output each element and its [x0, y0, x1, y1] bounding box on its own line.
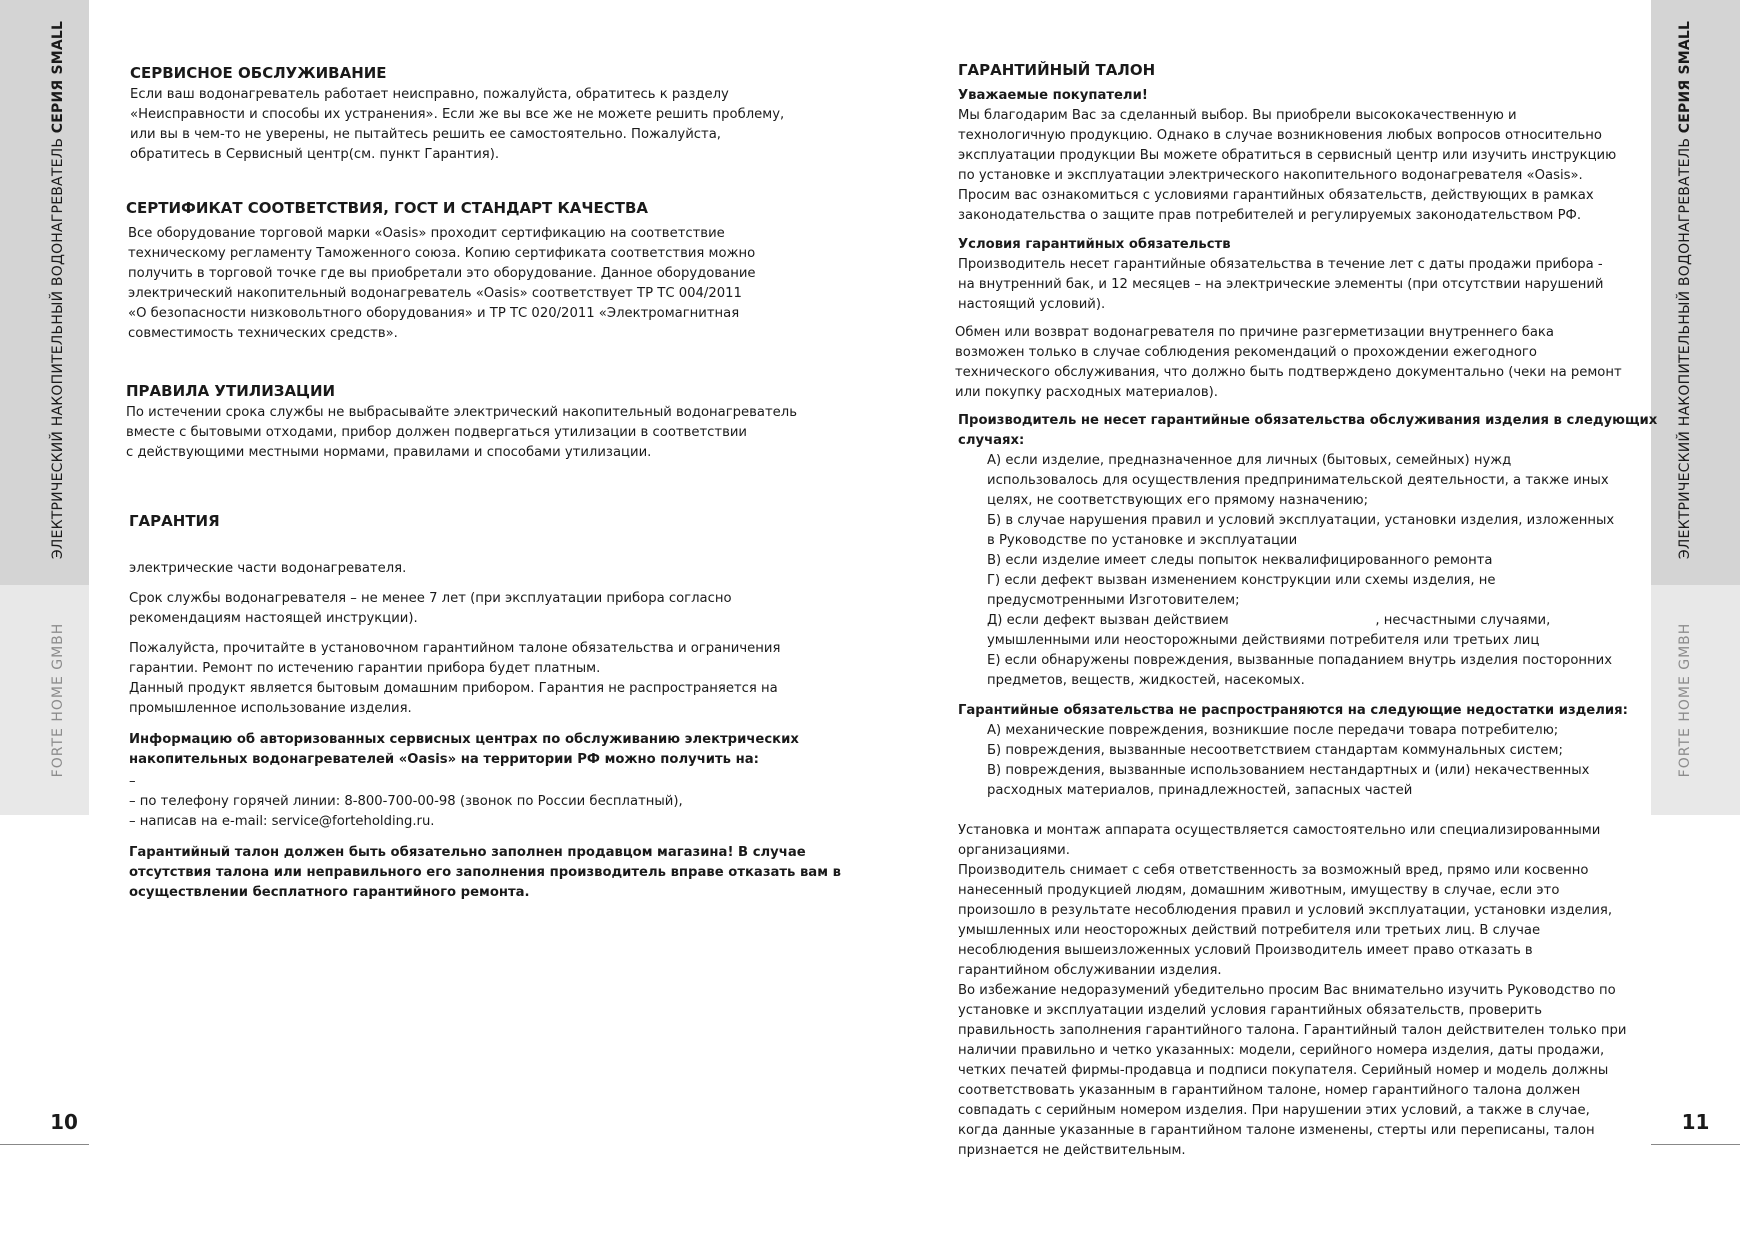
page-number-rule-right: [1651, 1144, 1740, 1145]
text-line: умышленных или неосторожных действий потребителя или третьих лиц. В случае: [958, 923, 1541, 938]
section-heading: СЕРТИФИКАТ СООТВЕТСТВИЯ, ГОСТ И СТАНДАРТ КАЧЕСТВА: [126, 199, 649, 217]
text-line: соответствовать указанным в гарантийном талоне, номер гарантийного талона должен: [958, 1083, 1581, 1098]
list-item: А) механические повреждения, возникшие после передачи товара потребителю;: [987, 723, 1559, 738]
page-number-left: 10: [50, 1110, 78, 1134]
section-warranty-card: [955, 60, 1658, 1161]
text-line: накопительных водонагревателей «Oasis» на территории РФ можно получить на:: [129, 752, 759, 767]
text-line: технологичную продукцию. Однако в случае возникновения любых вопросов относительно: [958, 128, 1602, 143]
text-line: Данный продукт является бытовым домашним прибором. Гарантия не распространяется на: [129, 681, 778, 696]
section-heading: ГАРАНТИЙНЫЙ ТАЛОН: [958, 61, 1156, 79]
text-line: совместимость технических средств».: [128, 326, 398, 341]
list-item: Д) если дефект вызван действием , несчастными случаями,: [987, 613, 1551, 628]
text-line: «О безопасности низковольтного оборудования» и ТР ТС 020/2011 «Электромагнитная: [128, 306, 740, 321]
text-line: Во избежание недоразумений убедительно просим Вас внимательно изучить Руководство по: [958, 983, 1616, 998]
side-brand-right: FORTE HOME GMBH: [1677, 622, 1693, 778]
side-title-right: [1677, 21, 1693, 559]
text-line: на внутренний бак, и 12 месяцев – на электрические элементы (при отсутствии нарушений: [958, 277, 1604, 292]
page-number-right: 11: [1681, 1110, 1710, 1134]
side-band-right-bottom: [1651, 585, 1740, 815]
text-line: Производитель снимает с себя ответственность за возможный вред, прямо или косвенно: [958, 863, 1589, 878]
text-line: совпадать с серийным номером изделия. При нарушении этих условий, а также в случае,: [958, 1103, 1590, 1118]
list-item: Б) повреждения, вызванные несоответствием стандартам коммунальных систем;: [987, 743, 1563, 758]
text-line: по установке и эксплуатации электрического накопительного водонагревателя «Oasis».: [958, 168, 1583, 183]
list-item: расходных материалов, принадлежностей, запасных частей: [987, 783, 1413, 798]
page-number-rule-left: [0, 1144, 89, 1145]
section-disposal: [126, 381, 797, 463]
text-line: Просим вас ознакомиться с условиями гарантийных обязательств, действующих в рамках: [958, 188, 1594, 203]
text-line: законодательства о защите прав потребителей и регулируемых законодательством РФ.: [958, 208, 1582, 223]
text-line: Производитель несет гарантийные обязательства в течение лет с даты продажи прибора -: [958, 257, 1603, 272]
text-line: гарантии. Ремонт по истечению гарантии прибора будет платным.: [129, 661, 601, 676]
list-item: Е) если обнаружены повреждения, вызванные попаданием внутрь изделия посторонних: [987, 653, 1613, 668]
text-line: электрический накопительный водонагреватель «Oasis» соответствует ТР ТС 004/2011: [128, 286, 742, 301]
text-line: Обмен или возврат водонагревателя по причине разгерметизации внутреннего бака: [955, 325, 1554, 340]
text-line: или вы в чем-то не уверены, не пытайтесь решить ее самостоятельно. Пожалуйста,: [130, 127, 721, 142]
list-item: Б) в случае нарушения правил и условий эксплуатации, установки изделия, изложенных: [987, 513, 1615, 528]
text-line: нанесенный продукцией людям, домашним животным, имуществу в случае, если это: [958, 883, 1560, 898]
subheading: случаях:: [958, 433, 1025, 448]
text-line: Мы благодарим Вас за сделанный выбор. Вы приобрели высококачественную и: [958, 108, 1517, 123]
list-item: предусмотренными Изготовителем;: [987, 593, 1240, 608]
side-band-left-top: [0, 0, 89, 585]
text-line: гарантийном обслуживании изделия.: [958, 963, 1222, 978]
contact-line: – по телефону горячей линии: 8-800-700-00-98 (звонок по России бесплатный),: [129, 794, 683, 809]
text-line: рекомендациям настоящей инструкции).: [129, 611, 418, 626]
text-line: вместе с бытовыми отходами, прибор должен подвергаться утилизации в соответствии: [126, 425, 747, 440]
text-line: установке и эксплуатации изделий условия гарантийных обязательств, проверить: [958, 1003, 1542, 1018]
text-line: Срок службы водонагревателя – не менее 7 лет (при эксплуатации прибора согласно: [129, 591, 732, 606]
list-item: умышленными или неосторожными действиями потребителя или третьих лиц: [987, 633, 1540, 648]
text-line: Если ваш водонагреватель работает неисправно, пожалуйста, обратитесь к разделу: [130, 87, 729, 102]
text-line: когда данные указанные в гарантийном талоне изменены, стерты или переписаны, талон: [958, 1123, 1595, 1138]
list-item: Г) если дефект вызван изменением конструкции или схемы изделия, не: [987, 573, 1496, 588]
text-line: организациями.: [958, 843, 1070, 858]
text-line: настоящий условий).: [958, 297, 1106, 312]
contact-line: – написав на e-mail: service@forteholding.ru.: [129, 814, 435, 829]
list-item: В) если изделие имеет следы попыток неквалифицированного ремонта: [987, 553, 1493, 568]
text-line: Установка и монтаж аппарата осуществляется самостоятельно или специализированными: [958, 823, 1601, 838]
text-line: электрические части водонагревателя.: [129, 561, 407, 576]
side-title-regular: ЭЛЕКТРИЧЕСКИЙ НАКОПИТЕЛЬНЫЙ ВОДОНАГРЕВАТЕЛЬ: [1677, 133, 1693, 560]
text-line: правильность заполнения гарантийного талона. Гарантийный талон действителен только при: [958, 1023, 1627, 1038]
text-line: эксплуатации продукции Вы можете обратиться в сервисный центр или изучить инструкцию: [958, 148, 1617, 163]
section-warranty: [129, 511, 841, 903]
side-title-left: [50, 21, 66, 559]
text-line: Все оборудование торговой марки «Oasis» проходит сертификацию на соответствие: [128, 226, 725, 241]
list-item: целях, не соответствующих его прямому назначению;: [987, 493, 1369, 508]
text-line: с действующими местными нормами, правилами и способами утилизации.: [126, 445, 652, 460]
text-line: четких печатей фирмы-продавца и подписи покупателя. Серийный номер и модель должны: [958, 1063, 1609, 1078]
text-line: наличии правильно и четко указанных: модели, серийного номера изделия, даты продажи,: [958, 1043, 1605, 1058]
side-title-regular: ЭЛЕКТРИЧЕСКИЙ НАКОПИТЕЛЬНЫЙ ВОДОНАГРЕВАТЕЛЬ: [50, 133, 66, 560]
text-line: признается не действительным.: [958, 1143, 1186, 1158]
text-line: обратитесь в Сервисный центр(см. пункт Гарантия).: [130, 147, 500, 162]
text-line: Гарантийный талон должен быть обязательно заполнен продавцом магазина! В случае: [129, 845, 806, 860]
text-line: техническому регламенту Таможенного союза. Копию сертификата соответствия можно: [128, 246, 756, 261]
list-item: предметов, веществ, жидкостей, насекомых.: [987, 673, 1305, 688]
side-brand-left: FORTE HOME GMBH: [50, 622, 66, 778]
subheading: Производитель не несет гарантийные обязательства обслуживания изделия в следующих: [958, 413, 1658, 428]
text-line: Пожалуйста, прочитайте в установочном гарантийном талоне обязательства и ограничения: [129, 641, 781, 656]
text-line: отсутствия талона или неправильного его заполнения производитель вправе отказать вам в: [129, 865, 841, 880]
text-line: промышленное использование изделия.: [129, 701, 412, 716]
side-band-left-bottom: [0, 585, 89, 815]
text-line: По истечении срока службы не выбрасывайте электрический накопительный водонагреватель: [126, 405, 797, 420]
side-title-bold: СЕРИЯ SMALL: [1677, 20, 1693, 134]
subheading: Уважаемые покупатели!: [958, 88, 1148, 103]
section-heading: ПРАВИЛА УТИЛИЗАЦИИ: [126, 382, 336, 400]
side-band-right-top: [1651, 0, 1740, 585]
section-service: [130, 63, 784, 165]
text-line: Информацию об авторизованных сервисных центрах по обслуживанию электрических: [129, 732, 799, 747]
list-item: В) повреждения, вызванные использованием нестандартных и (или) некачественных: [987, 763, 1590, 778]
section-certificate: [126, 198, 756, 344]
subheading: Гарантийные обязательства не распространяются на следующие недостатки изделия:: [958, 703, 1628, 718]
text-line: осуществлении бесплатного гарантийного ремонта.: [129, 885, 530, 900]
side-title-bold: СЕРИЯ SMALL: [50, 20, 66, 134]
text-line: произошло в результате несоблюдения правил и условий эксплуатации, установки изделия,: [958, 903, 1613, 918]
text-line: или покупку расходных материалов).: [955, 385, 1218, 400]
subheading: Условия гарантийных обязательств: [958, 237, 1231, 252]
text-line: получить в торговой точке где вы приобретали это оборудование. Данное оборудование: [128, 266, 756, 281]
text-line: «Неисправности и способы их устранения». Если же вы все же не можете решить проблему,: [130, 107, 785, 122]
text-line: несоблюдения вышеизложенных условий Производитель имеет право отказать в: [958, 943, 1533, 958]
section-heading: СЕРВИСНОЕ ОБСЛУЖИВАНИЕ: [130, 64, 387, 82]
section-heading: ГАРАНТИЯ: [129, 512, 220, 530]
list-item: А) если изделие, предназначенное для личных (бытовых, семейных) нужд: [987, 453, 1512, 468]
text-line: технического обслуживания, что должно быть подтверждено документально (чеки на ремонт: [955, 365, 1622, 380]
list-item: использовалось для осуществления предпринимательской деятельности, а также иных: [987, 473, 1609, 488]
contact-line: –: [129, 774, 136, 789]
text-line: возможен только в случае соблюдения рекомендаций о прохождении ежегодного: [955, 345, 1537, 360]
list-item: в Руководстве по установке и эксплуатации: [987, 533, 1298, 548]
